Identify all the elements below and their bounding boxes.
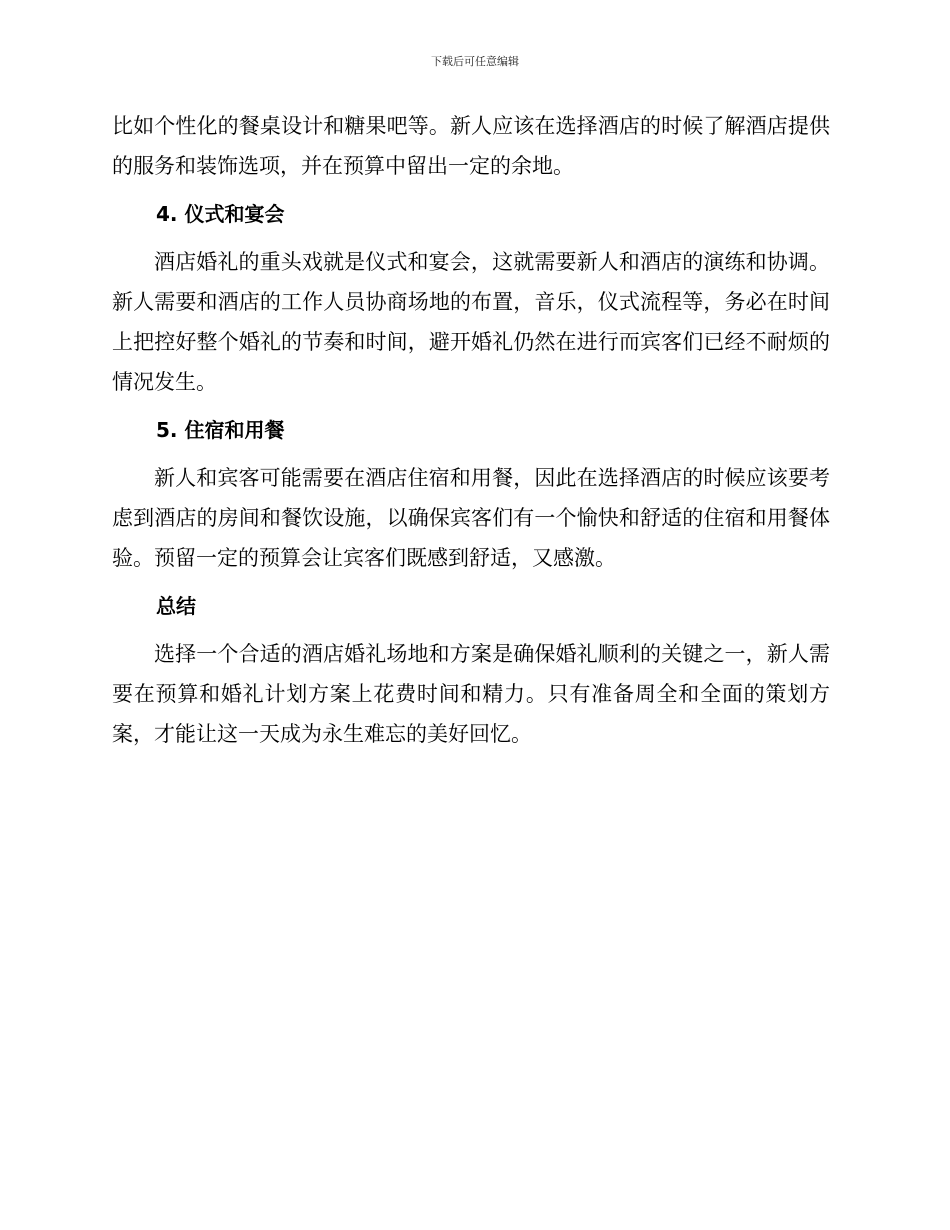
intro-paragraph: 比如个性化的餐桌设计和糖果吧等。新人应该在选择酒店的时候了解酒店提供的服务和装饰选项，并在预算中留出一定的余地。 [112, 114, 830, 178]
header-note: 下载后可任意编辑 [431, 55, 519, 68]
section-heading-lodging: 5. 住宿和用餐 [156, 418, 285, 442]
section-paragraph-ceremony: 酒店婚礼的重头戏就是仪式和宴会，这就需要新人和酒店的演练和协调。新人需要和酒店的工作人员协商场地的布置，音乐，仪式流程等，务必在时间上把控好整个婚礼的节奏和时间，避开婚礼仍然在进行而宾客们已经不耐烦的情况发生。 [112, 250, 830, 394]
document-body [112, 106, 830, 754]
section-paragraph-lodging: 新人和宾客可能需要在酒店住宿和用餐，因此在选择酒店的时候应该要考虑到酒店的房间和餐饮设施，以确保宾客们有一个愉快和舒适的住宿和用餐体验。预留一定的预算会让宾客们既感到舒适，又感激。 [112, 466, 830, 570]
section-heading-ceremony: 4. 仪式和宴会 [156, 202, 285, 226]
section-paragraph-summary: 选择一个合适的酒店婚礼场地和方案是确保婚礼顺利的关键之一，新人需要在预算和婚礼计划方案上花费时间和精力。只有准备周全和全面的策划方案，才能让这一天成为永生难忘的美好回忆。 [112, 642, 830, 746]
section-heading-summary: 总结 [156, 594, 196, 618]
